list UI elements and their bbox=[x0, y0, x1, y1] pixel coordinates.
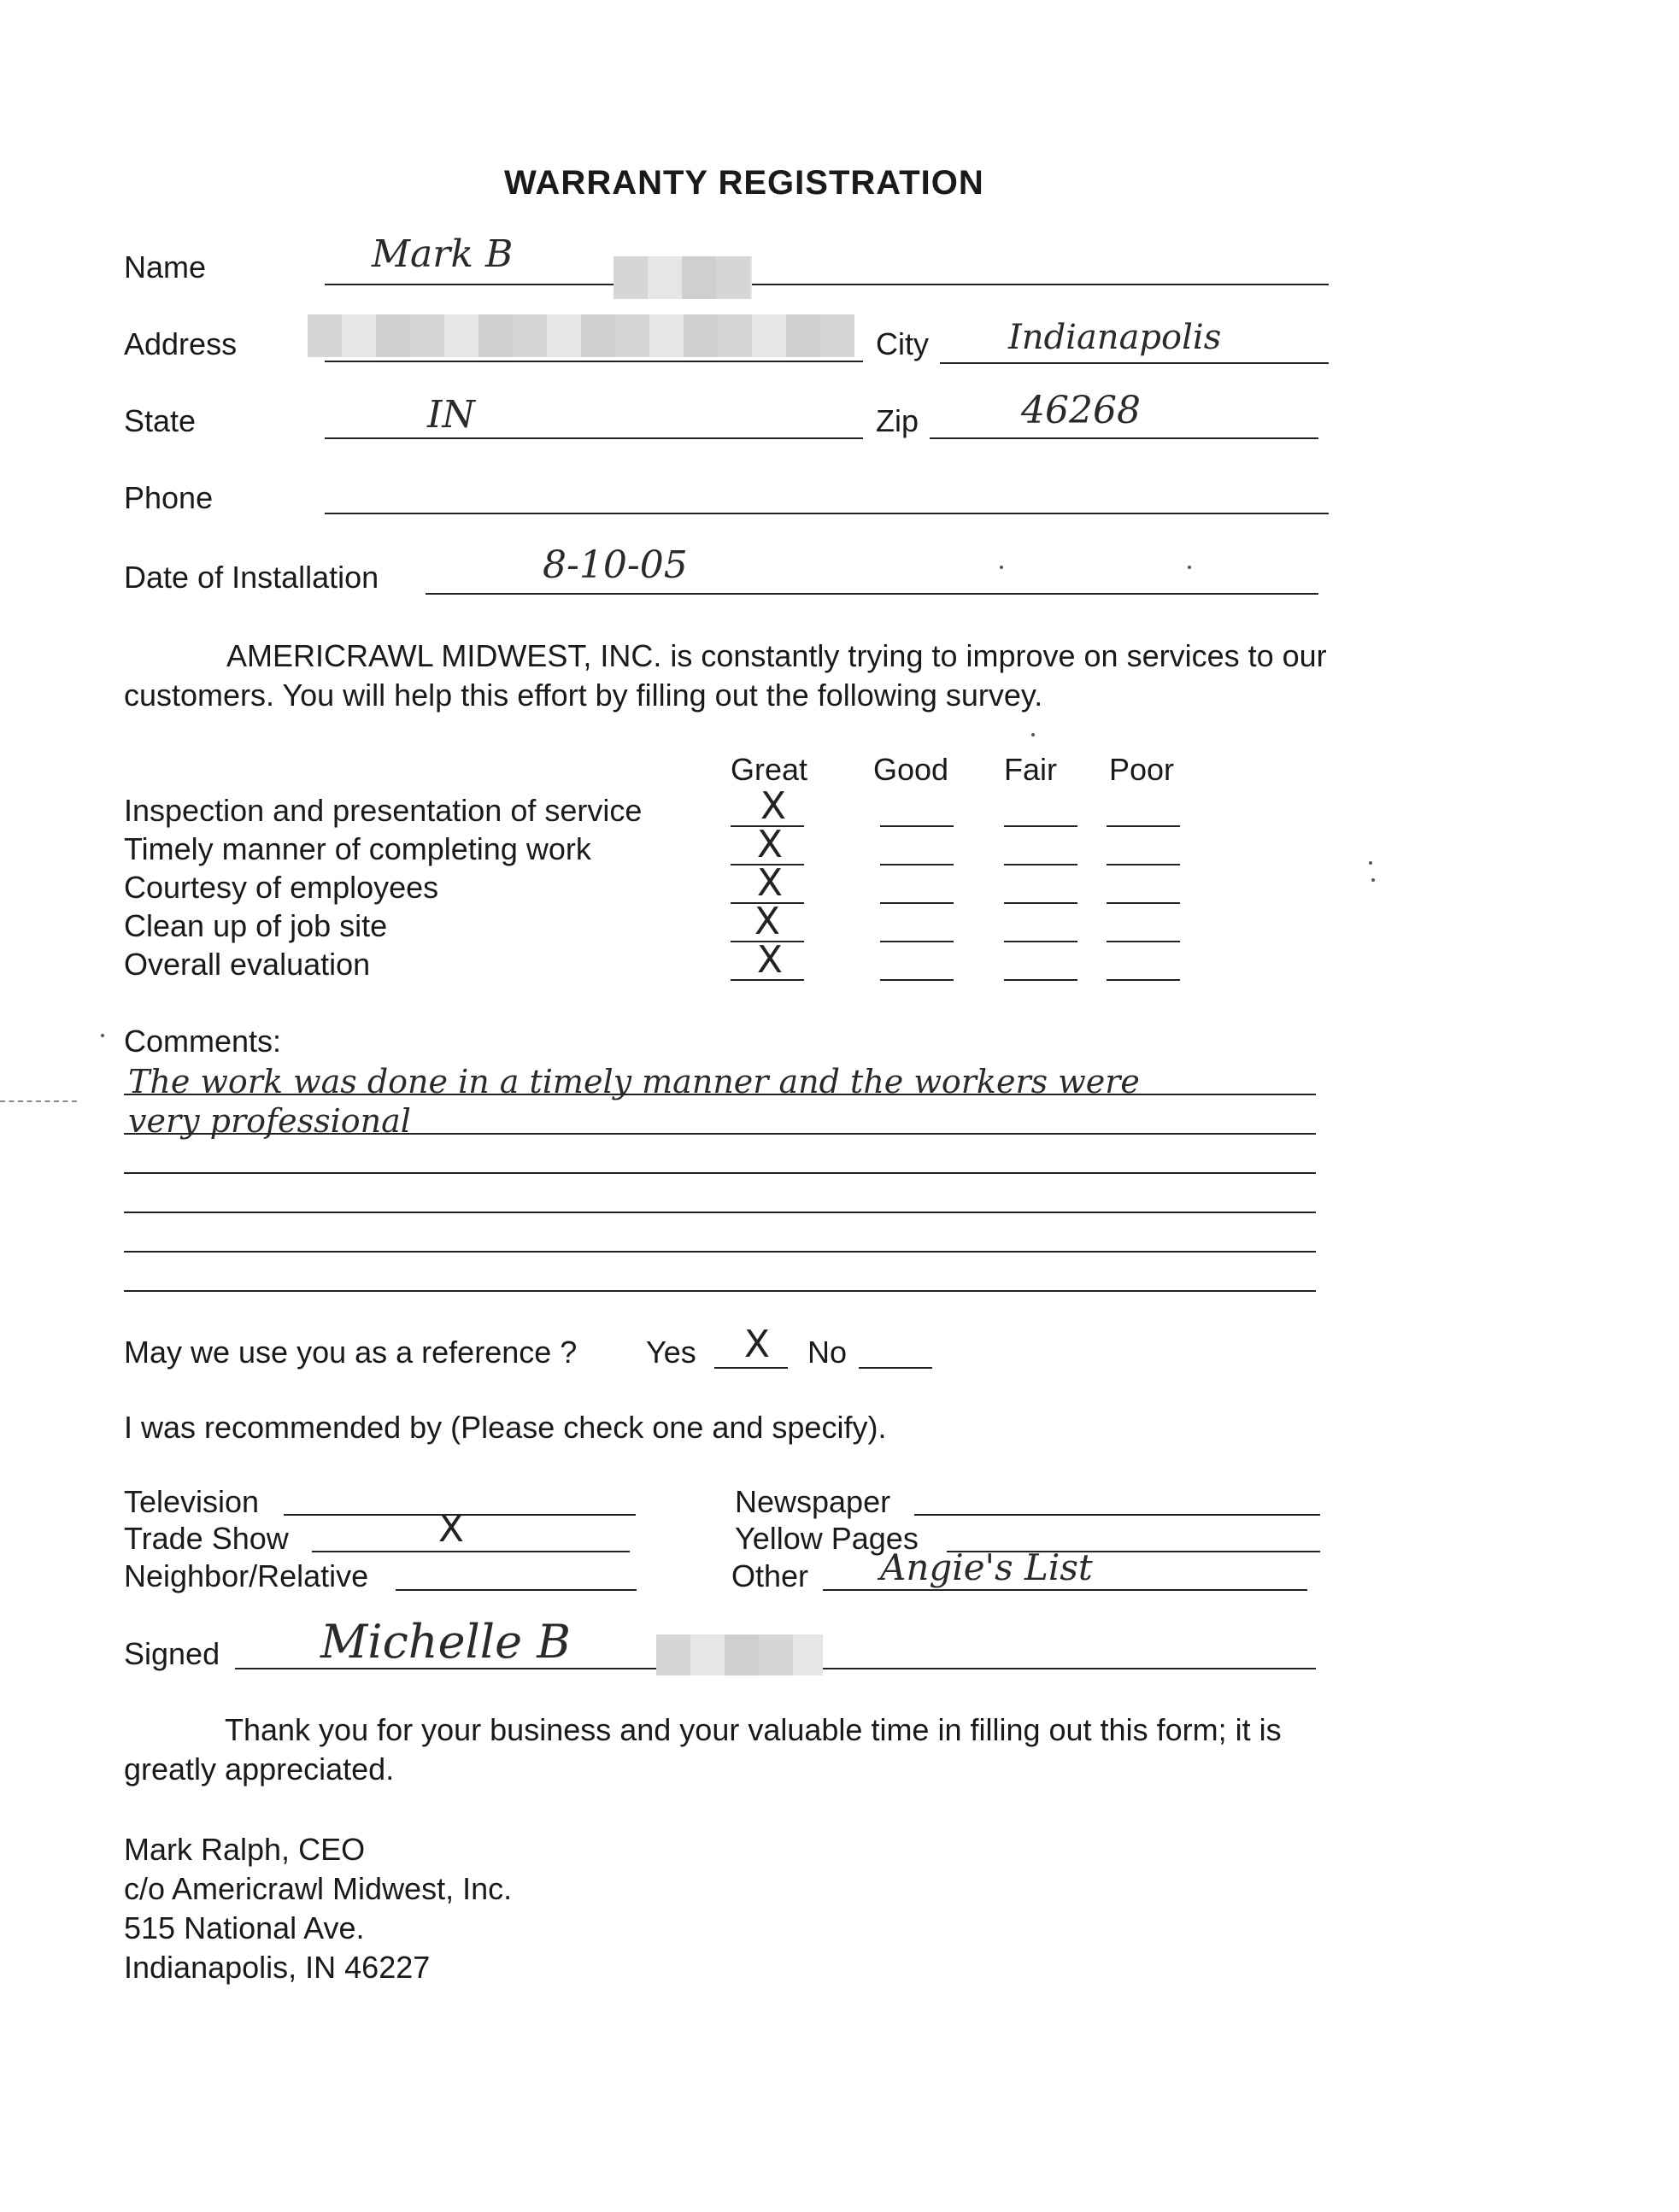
address-line[interactable] bbox=[325, 361, 863, 362]
phone-line[interactable] bbox=[325, 513, 1329, 514]
neighbor-line[interactable] bbox=[396, 1589, 637, 1591]
newspaper-label: Newspaper bbox=[735, 1484, 891, 1519]
city-label: City bbox=[876, 326, 929, 361]
recommended-prompt: I was recommended by (Please check one and specify). bbox=[124, 1410, 887, 1445]
zip-line[interactable] bbox=[930, 437, 1318, 439]
install-date-line[interactable] bbox=[426, 593, 1318, 595]
fair-blank[interactable] bbox=[1004, 864, 1077, 865]
address-label: Address bbox=[124, 326, 238, 361]
fair-blank[interactable] bbox=[1004, 902, 1077, 904]
great-check-mark: X bbox=[760, 784, 787, 828]
good-blank[interactable] bbox=[880, 825, 954, 827]
poor-blank[interactable] bbox=[1107, 941, 1180, 942]
other-handwritten: Angie's List bbox=[880, 1546, 1093, 1588]
zip-label: Zip bbox=[876, 403, 919, 438]
name-line[interactable] bbox=[325, 284, 1329, 285]
name-redaction bbox=[613, 256, 752, 299]
tradeshow-label: Trade Show bbox=[124, 1521, 289, 1556]
poor-blank[interactable] bbox=[1107, 979, 1180, 981]
reference-question: May we use you as a reference ? bbox=[124, 1335, 578, 1370]
great-check-mark: X bbox=[756, 823, 784, 866]
fair-blank[interactable] bbox=[1004, 979, 1077, 981]
other-label: Other bbox=[731, 1558, 809, 1593]
zip-handwritten: 46268 bbox=[1021, 389, 1141, 432]
good-blank[interactable] bbox=[880, 864, 954, 865]
comments-line[interactable] bbox=[124, 1212, 1316, 1213]
fair-blank[interactable] bbox=[1004, 825, 1077, 827]
neighbor-label: Neighbor/Relative bbox=[124, 1558, 369, 1593]
install-date-label: Date of Installation bbox=[124, 560, 379, 595]
signed-label: Signed bbox=[124, 1636, 220, 1671]
install-date-handwritten: 8-10-05 bbox=[543, 543, 688, 587]
scan-artifact-line bbox=[0, 1100, 77, 1102]
address-block-line: c/o Americrawl Midwest, Inc. bbox=[124, 1871, 513, 1906]
television-label: Television bbox=[124, 1484, 260, 1519]
company-name: AMERICRAWL MIDWEST, INC. bbox=[226, 638, 662, 673]
good-blank[interactable] bbox=[880, 979, 954, 981]
phone-label: Phone bbox=[124, 480, 214, 515]
comments-line[interactable] bbox=[124, 1251, 1316, 1253]
scan-speck bbox=[101, 1034, 104, 1037]
signature-redaction bbox=[656, 1634, 823, 1675]
city-handwritten: Indianapolis bbox=[1008, 318, 1222, 357]
survey-row-label: Clean up of job site bbox=[124, 908, 388, 943]
scan-speck bbox=[1188, 566, 1191, 569]
comments-line[interactable] bbox=[124, 1133, 1316, 1135]
col-good: Good bbox=[873, 752, 949, 787]
signature-handwritten: Michelle B bbox=[320, 1615, 571, 1669]
city-line[interactable] bbox=[940, 362, 1329, 364]
reference-yes-label: Yes bbox=[646, 1335, 696, 1370]
great-check-mark: X bbox=[754, 900, 781, 943]
tradeshow-line[interactable] bbox=[312, 1551, 630, 1552]
survey-row-label: Courtesy of employees bbox=[124, 870, 439, 905]
reference-yes-blank[interactable] bbox=[714, 1367, 788, 1369]
closing-paragraph bbox=[124, 1710, 1525, 1789]
scan-speck bbox=[1369, 861, 1372, 865]
form-title: WARRANTY REGISTRATION bbox=[504, 164, 984, 202]
survey-row-label: Inspection and presentation of service bbox=[124, 793, 643, 828]
great-check-mark: X bbox=[756, 938, 784, 982]
col-great: Great bbox=[731, 752, 808, 787]
closing-text-2: greatly appreciated. bbox=[124, 1751, 395, 1787]
other-line[interactable] bbox=[823, 1589, 1307, 1591]
comments-line[interactable] bbox=[124, 1290, 1316, 1292]
comments-handwritten-line-2: very professional bbox=[128, 1102, 411, 1140]
tradeshow-mark: X bbox=[437, 1507, 465, 1551]
reference-no-blank[interactable] bbox=[859, 1367, 932, 1369]
state-label: State bbox=[124, 403, 197, 438]
great-check-mark: X bbox=[756, 861, 784, 905]
address-block-line: 515 National Ave. bbox=[124, 1910, 365, 1945]
fair-blank[interactable] bbox=[1004, 941, 1077, 942]
reference-no-label: No bbox=[807, 1335, 848, 1370]
poor-blank[interactable] bbox=[1107, 864, 1180, 865]
state-handwritten: IN bbox=[427, 393, 475, 437]
address-block-line: Indianapolis, IN 46227 bbox=[124, 1950, 431, 1985]
survey-row-label: Timely manner of completing work bbox=[124, 831, 591, 866]
scan-speck bbox=[1000, 566, 1003, 569]
address-redaction bbox=[308, 314, 854, 357]
good-blank[interactable] bbox=[880, 941, 954, 942]
address-block-line: Mark Ralph, CEO bbox=[124, 1832, 366, 1867]
intro-text-1: is constantly trying to improve on services to our bbox=[661, 638, 1327, 673]
closing-text-1: Thank you for your business and your valuable time in filling out this form; it is bbox=[225, 1712, 1282, 1747]
newspaper-line[interactable] bbox=[914, 1514, 1320, 1516]
col-fair: Fair bbox=[1004, 752, 1057, 787]
poor-blank[interactable] bbox=[1107, 825, 1180, 827]
comments-line[interactable] bbox=[124, 1094, 1316, 1095]
comments-line[interactable] bbox=[124, 1172, 1316, 1174]
scan-speck bbox=[1031, 733, 1035, 736]
state-line[interactable] bbox=[325, 437, 863, 439]
intro-paragraph bbox=[124, 637, 1525, 715]
yellowpages-label: Yellow Pages bbox=[735, 1521, 919, 1556]
poor-blank[interactable] bbox=[1107, 902, 1180, 904]
good-blank[interactable] bbox=[880, 902, 954, 904]
reference-yes-mark: X bbox=[743, 1323, 771, 1366]
scan-speck bbox=[1371, 878, 1375, 882]
comments-handwritten-line-1: The work was done in a timely manner and the workers were bbox=[128, 1063, 1140, 1100]
intro-text-2: customers. You will help this effort by filling out the following survey. bbox=[124, 678, 1043, 713]
name-handwritten: Mark B bbox=[372, 232, 514, 276]
comments-label: Comments: bbox=[124, 1024, 282, 1059]
col-poor: Poor bbox=[1109, 752, 1175, 787]
survey-row-label: Overall evaluation bbox=[124, 947, 371, 982]
name-label: Name bbox=[124, 249, 207, 285]
